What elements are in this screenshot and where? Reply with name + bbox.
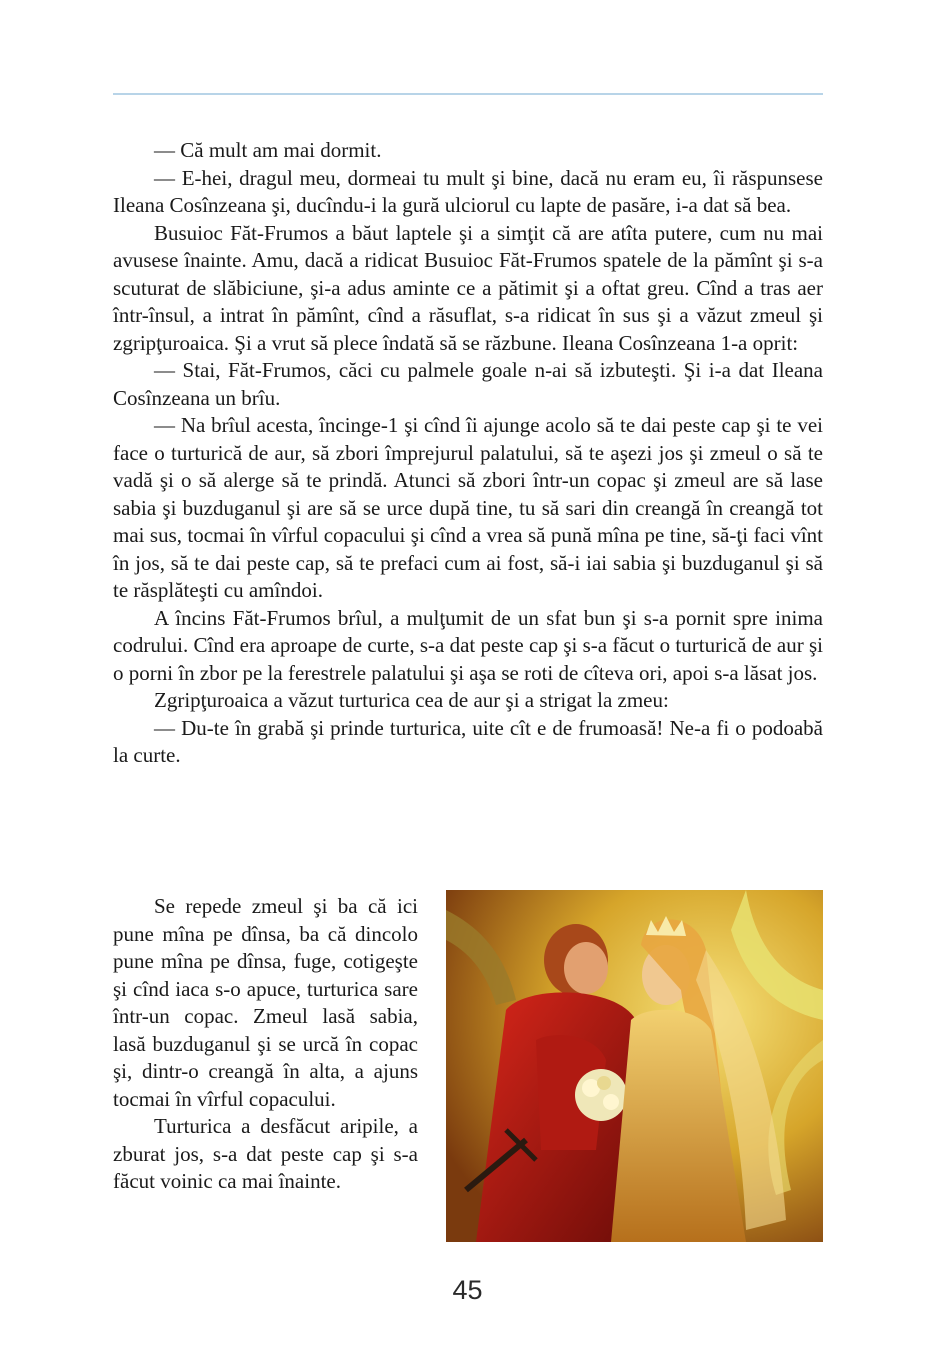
paragraph: — Stai, Făt-Frumos, căci cu palmele goale n-ai să izbuteşti. Şi i-a dat Ileana Cosînzeana un brîu. [113, 358, 823, 410]
side-text-column [113, 893, 418, 1196]
paragraph: — Du-te în grabă şi prinde turturica, uite cît e de frumoasă! Ne-a fi o podoabă la curte. [113, 715, 823, 767]
couple-painting [446, 890, 823, 1242]
paragraph: — Na brîul acesta, încinge-1 şi cînd îi ajunge acolo să te dai peste cap şi te vei face o turturică de aur, să zbori împrejurul palatului, să te aşezi jos şi zmeul o să te vadă şi o să alerge să te prindă. Atunci să zbori într-un copac şi zmeul are să lase sabia şi buzduganul şi are să se urce după tine, tu să sari din creangă în creangă tot mai sus, tocmai în vîrful copacului şi cînd a vrea să pună mîna pe tine, să-ţi faci vînt în jos, să te dai peste cap, să te prefaci cum ai fost, să-i iai sabia şi buzduganul şi să te răsplăteşti cu amîndoi. [113, 413, 823, 602]
paragraph: Busuioc Făt-Frumos a băut laptele şi a simţit că are atîta putere, cum nu mai avusese înainte. Amu, dacă a ridicat Busuioc Făt-Frumos spatele de la pămînt şi s-a scuturat de slăbiciune, şi-a adus aminte ce a pătimit şi a oftat greu. Cînd a tras aer într-însul, a intrat în pămînt, cînd a răsuflat, s-a ridicat în sus şi a văzut zmeul şi zgripţuroaica. Şi a vrut să plece îndată să se răzbune. Ileana Cosînzeana 1-a oprit: [113, 220, 823, 355]
page-number: 45 [452, 1275, 483, 1305]
story-illustration [446, 890, 823, 1242]
header-rule [113, 93, 823, 95]
paragraph: — Că mult am mai dormit. [154, 138, 382, 162]
paragraph: A încins Făt-Frumos brîul, a mulţumit de un sfat bun şi s-a pornit spre inima codrului. Cînd era aproape de curte, s-a dat peste cap şi s-a făcut o turturică de aur şi o porni în zbor pe la ferestrele palatului şi aşa se roti de cîteva ori, apoi s-a lăsat jos. [113, 605, 823, 685]
main-text [113, 137, 823, 770]
paragraph: — E-hei, dragul meu, dormeai tu mult şi bine, dacă nu eram eu, îi răspunsese Ileana Cosînzeana şi, ducîndu-i la gură ulciorul cu lapte de pasăre, i-a dat să bea. [113, 165, 823, 217]
paragraph: Turturica a desfăcut aripile, a zburat jos, s-a dat peste cap şi s-a făcut voinic ca mai înainte. [113, 1114, 418, 1193]
paragraph: Zgripţuroaica a văzut turturica cea de aur şi a strigat la zmeu: [154, 688, 669, 712]
paragraph: Se repede zmeul şi ba că ici pune mîna pe dînsa, ba că dincolo pune mîna pe dînsa, fuge, cotigeşte şi cînd iaca s-o apuce, turturica sare într-un copac. Zmeul lasă sabia, lasă buzduganul şi se urcă în copac şi, dintr-o creangă în alta, a ajuns tocmai în vîrful copacului. [113, 894, 418, 1111]
